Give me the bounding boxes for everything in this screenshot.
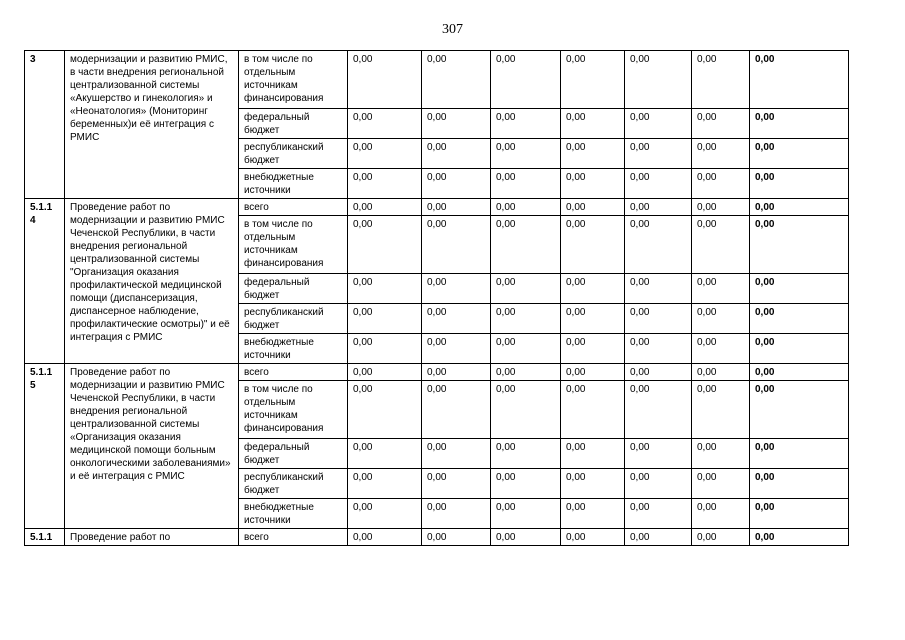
value-cell: 0,00 bbox=[625, 169, 692, 199]
value-cell: 0,00 bbox=[692, 274, 750, 304]
value-cell: 0,00 bbox=[561, 109, 625, 139]
value-cell: 0,00 bbox=[422, 529, 491, 546]
total-value-cell: 0,00 bbox=[750, 199, 849, 216]
value-cell: 0,00 bbox=[561, 439, 625, 469]
value-cell: 0,00 bbox=[348, 529, 422, 546]
value-cell: 0,00 bbox=[692, 529, 750, 546]
value-cell: 0,00 bbox=[348, 199, 422, 216]
value-cell: 0,00 bbox=[422, 109, 491, 139]
total-value-cell: 0,00 bbox=[750, 334, 849, 364]
value-cell: 0,00 bbox=[422, 381, 491, 439]
value-cell: 0,00 bbox=[625, 381, 692, 439]
total-value-cell: 0,00 bbox=[750, 304, 849, 334]
value-cell: 0,00 bbox=[348, 381, 422, 439]
value-cell: 0,00 bbox=[625, 439, 692, 469]
value-cell: 0,00 bbox=[348, 364, 422, 381]
value-cell: 0,00 bbox=[561, 499, 625, 529]
value-cell: 0,00 bbox=[422, 439, 491, 469]
value-cell: 0,00 bbox=[491, 199, 561, 216]
value-cell: 0,00 bbox=[348, 469, 422, 499]
value-cell: 0,00 bbox=[692, 199, 750, 216]
value-cell: 0,00 bbox=[625, 334, 692, 364]
value-cell: 0,00 bbox=[422, 499, 491, 529]
value-cell: 0,00 bbox=[348, 439, 422, 469]
value-cell: 0,00 bbox=[625, 274, 692, 304]
total-value-cell: 0,00 bbox=[750, 274, 849, 304]
page-number: 307 bbox=[442, 22, 463, 37]
funding-source-label: федеральный бюджет bbox=[239, 274, 348, 304]
value-cell: 0,00 bbox=[422, 304, 491, 334]
value-cell: 0,00 bbox=[348, 499, 422, 529]
value-cell: 0,00 bbox=[625, 529, 692, 546]
value-cell: 0,00 bbox=[491, 139, 561, 169]
value-cell: 0,00 bbox=[692, 169, 750, 199]
section-number: 5.1.1 4 bbox=[25, 199, 65, 364]
value-cell: 0,00 bbox=[625, 304, 692, 334]
value-cell: 0,00 bbox=[561, 334, 625, 364]
value-cell: 0,00 bbox=[491, 51, 561, 109]
value-cell: 0,00 bbox=[561, 169, 625, 199]
funding-source-label: в том числе по отдельным источникам финансирования bbox=[239, 381, 348, 439]
value-cell: 0,00 bbox=[491, 334, 561, 364]
funding-source-label: внебюджетные источники bbox=[239, 334, 348, 364]
funding-source-label: внебюджетные источники bbox=[239, 499, 348, 529]
value-cell: 0,00 bbox=[348, 109, 422, 139]
funding-source-label: внебюджетные источники bbox=[239, 169, 348, 199]
funding-source-label: всего bbox=[239, 529, 348, 546]
table-row bbox=[25, 51, 849, 109]
value-cell: 0,00 bbox=[561, 216, 625, 274]
value-cell: 0,00 bbox=[422, 216, 491, 274]
section-description: Проведение работ по bbox=[65, 529, 239, 546]
value-cell: 0,00 bbox=[491, 439, 561, 469]
value-cell: 0,00 bbox=[422, 364, 491, 381]
value-cell: 0,00 bbox=[422, 469, 491, 499]
section-description: Проведение работ по модернизации и развитию РМИС Чеченской Республики, в части внедрения региональной централизованной системы "Организация оказания профилактической медицинской помощи (диспансеризация, диспансерное наблюдение, профилактические осмотры)" и её интеграция с РМИС bbox=[65, 199, 239, 364]
section-number: 3 bbox=[25, 51, 65, 199]
value-cell: 0,00 bbox=[561, 381, 625, 439]
value-cell: 0,00 bbox=[422, 139, 491, 169]
funding-source-label: всего bbox=[239, 364, 348, 381]
funding-table bbox=[24, 50, 849, 546]
value-cell: 0,00 bbox=[692, 216, 750, 274]
total-value-cell: 0,00 bbox=[750, 439, 849, 469]
value-cell: 0,00 bbox=[692, 439, 750, 469]
value-cell: 0,00 bbox=[348, 216, 422, 274]
total-value-cell: 0,00 bbox=[750, 499, 849, 529]
value-cell: 0,00 bbox=[491, 169, 561, 199]
funding-source-label: в том числе по отдельным источникам финансирования bbox=[239, 216, 348, 274]
value-cell: 0,00 bbox=[692, 139, 750, 169]
value-cell: 0,00 bbox=[348, 51, 422, 109]
value-cell: 0,00 bbox=[692, 381, 750, 439]
value-cell: 0,00 bbox=[491, 274, 561, 304]
funding-source-label: федеральный бюджет bbox=[239, 109, 348, 139]
value-cell: 0,00 bbox=[692, 304, 750, 334]
value-cell: 0,00 bbox=[422, 51, 491, 109]
funding-source-label: республиканский бюджет bbox=[239, 469, 348, 499]
value-cell: 0,00 bbox=[692, 51, 750, 109]
value-cell: 0,00 bbox=[692, 334, 750, 364]
value-cell: 0,00 bbox=[491, 381, 561, 439]
table-row bbox=[25, 199, 849, 216]
funding-source-label: республиканский бюджет bbox=[239, 304, 348, 334]
total-value-cell: 0,00 bbox=[750, 139, 849, 169]
section-number: 5.1.1 5 bbox=[25, 364, 65, 529]
total-value-cell: 0,00 bbox=[750, 469, 849, 499]
section-description: модернизации и развитию РМИС, в части внедрения региональной централизованной системы «Акушерство и гинекология» и «Неонатология» (Мониторинг беременных)и её интеграция с РМИС bbox=[65, 51, 239, 199]
value-cell: 0,00 bbox=[625, 499, 692, 529]
value-cell: 0,00 bbox=[491, 364, 561, 381]
value-cell: 0,00 bbox=[348, 334, 422, 364]
value-cell: 0,00 bbox=[348, 304, 422, 334]
section-description: Проведение работ по модернизации и развитию РМИС Чеченской Республики, в части внедрения региональной централизованной системы «Организация оказания медицинской помощи больным онкологическими заболеваниями» и её интеграция с РМИС bbox=[65, 364, 239, 529]
value-cell: 0,00 bbox=[348, 274, 422, 304]
total-value-cell: 0,00 bbox=[750, 109, 849, 139]
value-cell: 0,00 bbox=[561, 469, 625, 499]
value-cell: 0,00 bbox=[422, 334, 491, 364]
value-cell: 0,00 bbox=[422, 274, 491, 304]
value-cell: 0,00 bbox=[625, 51, 692, 109]
value-cell: 0,00 bbox=[561, 51, 625, 109]
total-value-cell: 0,00 bbox=[750, 364, 849, 381]
value-cell: 0,00 bbox=[491, 499, 561, 529]
funding-source-label: в том числе по отдельным источникам финансирования bbox=[239, 51, 348, 109]
value-cell: 0,00 bbox=[625, 216, 692, 274]
total-value-cell: 0,00 bbox=[750, 51, 849, 109]
value-cell: 0,00 bbox=[561, 304, 625, 334]
value-cell: 0,00 bbox=[692, 109, 750, 139]
value-cell: 0,00 bbox=[348, 139, 422, 169]
value-cell: 0,00 bbox=[491, 216, 561, 274]
value-cell: 0,00 bbox=[625, 109, 692, 139]
value-cell: 0,00 bbox=[491, 109, 561, 139]
value-cell: 0,00 bbox=[561, 199, 625, 216]
funding-source-label: всего bbox=[239, 199, 348, 216]
value-cell: 0,00 bbox=[561, 529, 625, 546]
value-cell: 0,00 bbox=[625, 364, 692, 381]
total-value-cell: 0,00 bbox=[750, 216, 849, 274]
table-row bbox=[25, 364, 849, 381]
total-value-cell: 0,00 bbox=[750, 381, 849, 439]
value-cell: 0,00 bbox=[491, 304, 561, 334]
section-number: 5.1.1 bbox=[25, 529, 65, 546]
total-value-cell: 0,00 bbox=[750, 169, 849, 199]
value-cell: 0,00 bbox=[561, 364, 625, 381]
value-cell: 0,00 bbox=[422, 199, 491, 216]
value-cell: 0,00 bbox=[625, 469, 692, 499]
total-value-cell: 0,00 bbox=[750, 529, 849, 546]
value-cell: 0,00 bbox=[625, 139, 692, 169]
table-body bbox=[25, 51, 849, 546]
value-cell: 0,00 bbox=[692, 499, 750, 529]
value-cell: 0,00 bbox=[625, 199, 692, 216]
table-row bbox=[25, 529, 849, 546]
value-cell: 0,00 bbox=[491, 529, 561, 546]
value-cell: 0,00 bbox=[491, 469, 561, 499]
value-cell: 0,00 bbox=[348, 169, 422, 199]
value-cell: 0,00 bbox=[561, 274, 625, 304]
value-cell: 0,00 bbox=[561, 139, 625, 169]
value-cell: 0,00 bbox=[692, 469, 750, 499]
value-cell: 0,00 bbox=[692, 364, 750, 381]
funding-source-label: федеральный бюджет bbox=[239, 439, 348, 469]
funding-source-label: республиканский бюджет bbox=[239, 139, 348, 169]
value-cell: 0,00 bbox=[422, 169, 491, 199]
